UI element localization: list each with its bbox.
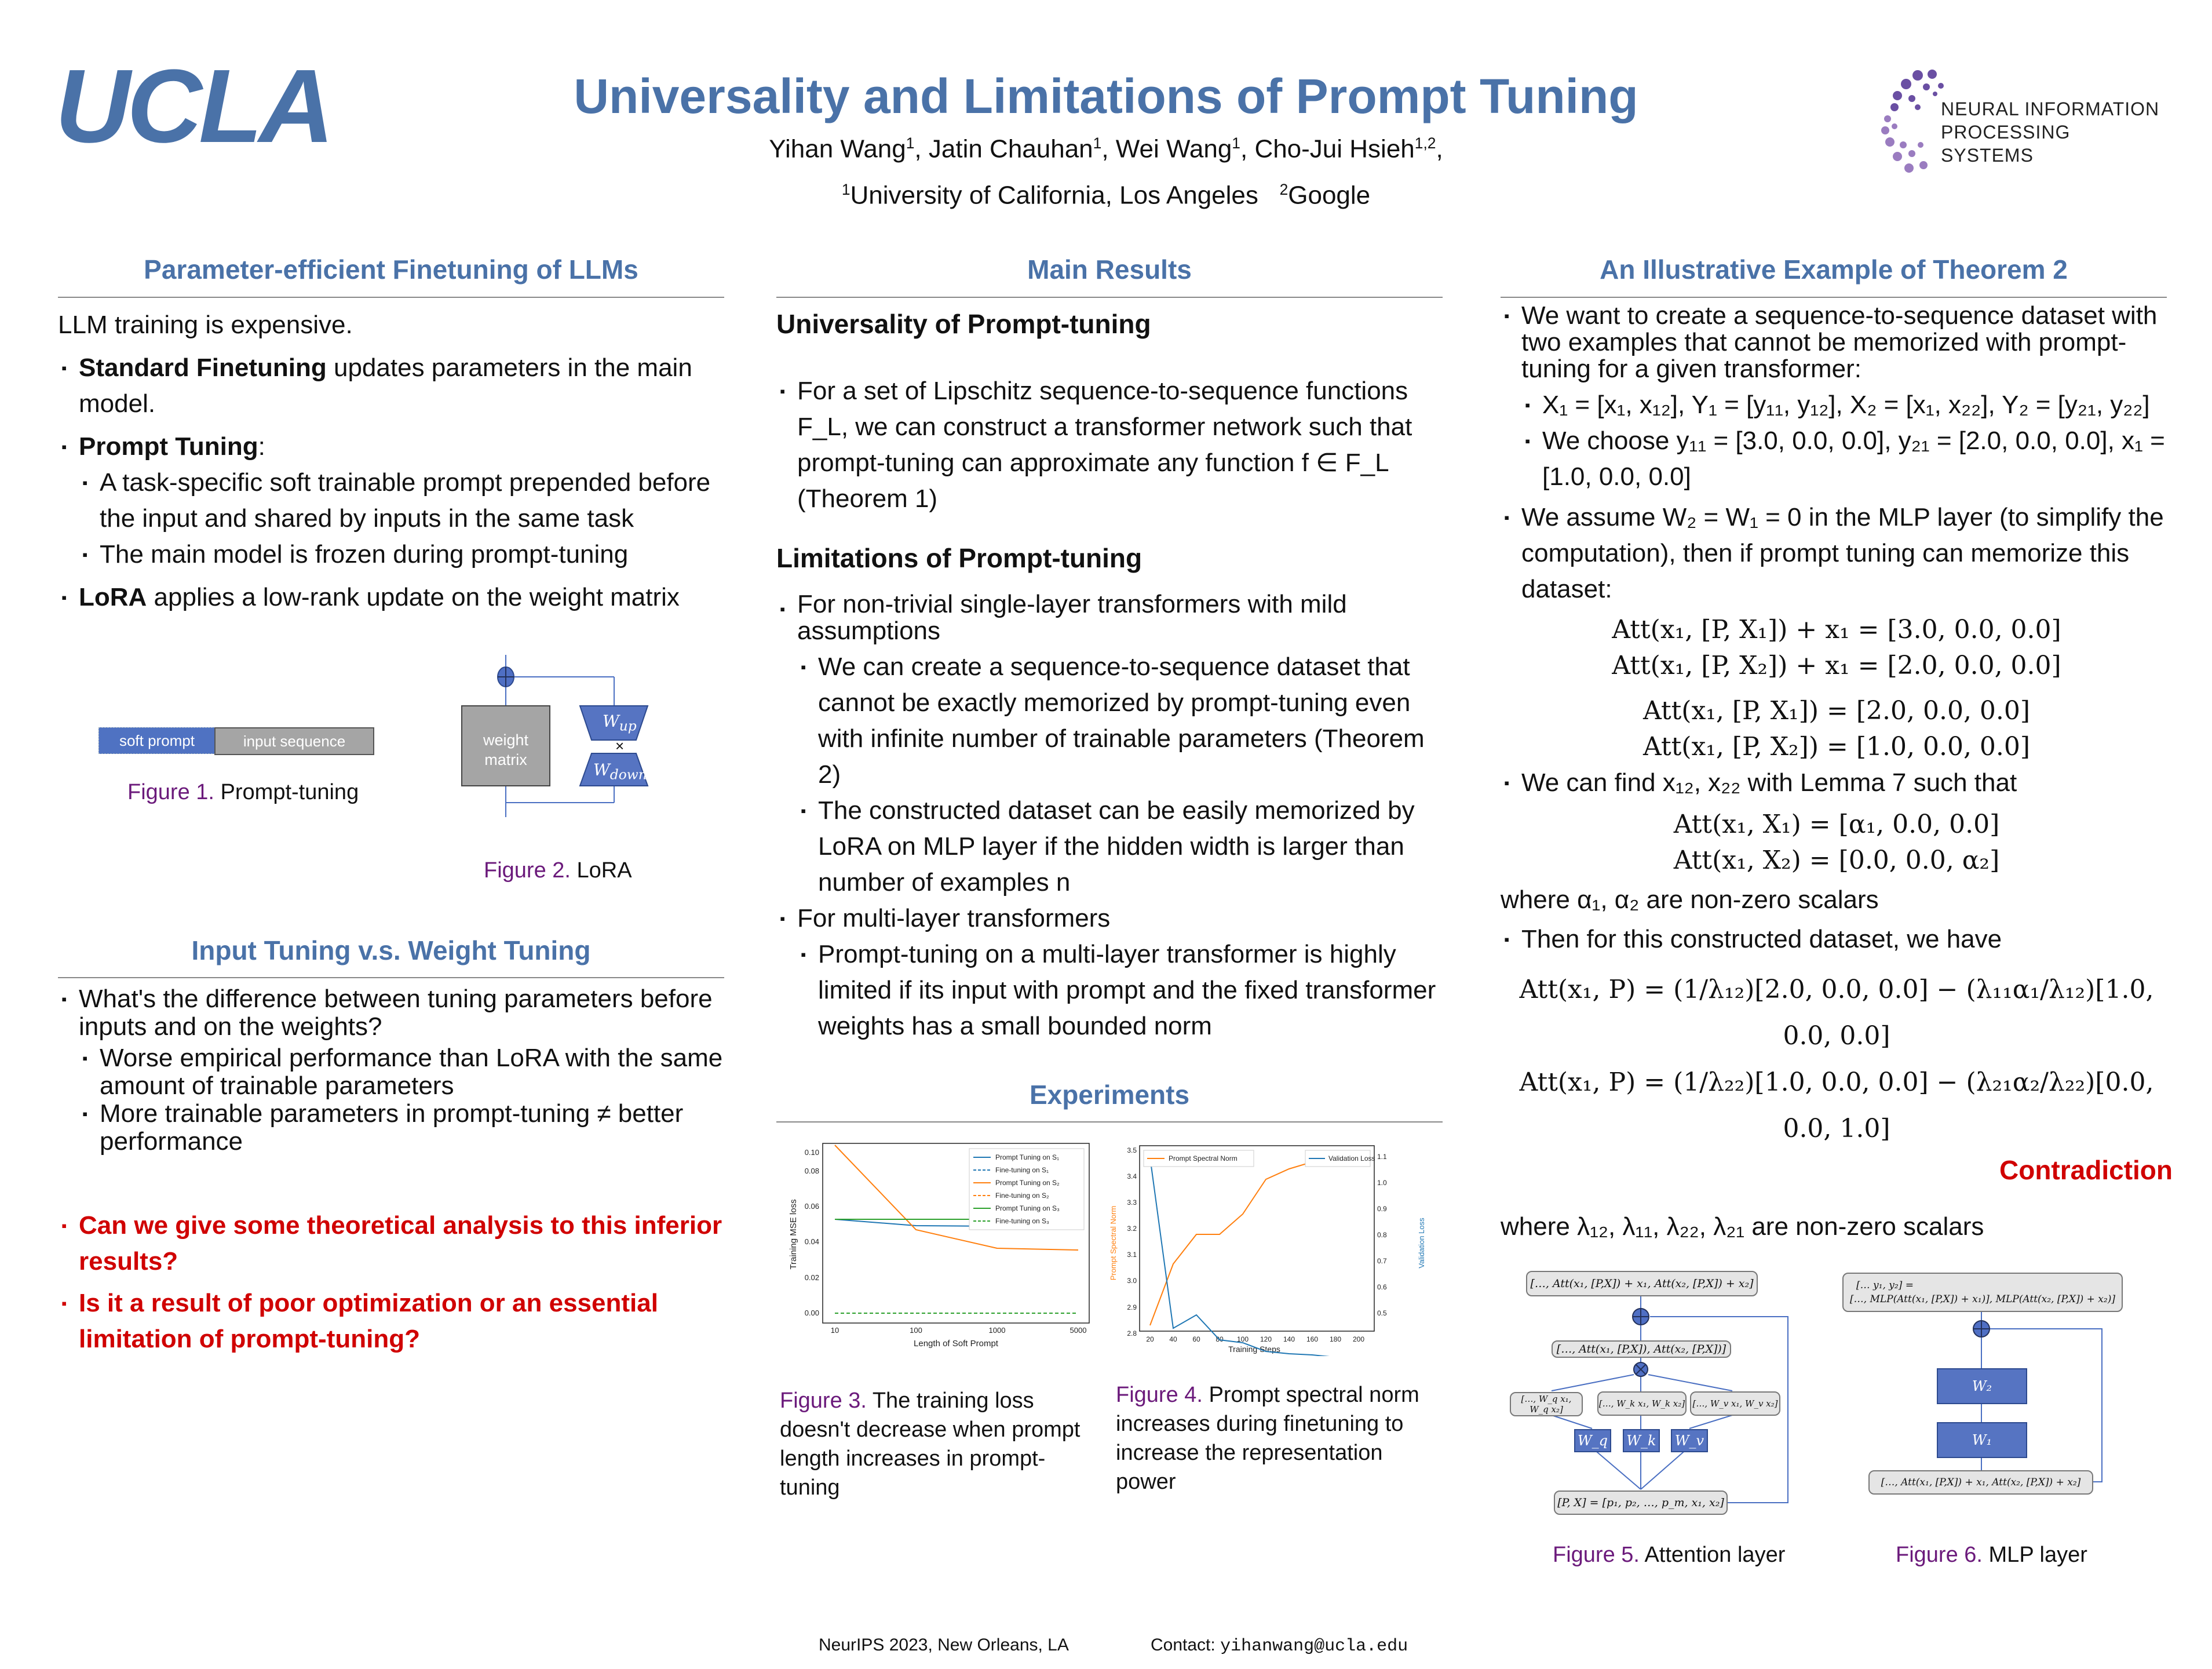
equation: Att(x₁, [P, X₂]) = [1.0, 0.0, 0.0] xyxy=(1642,732,2031,761)
list-item: ▪ Prompt Tuning: ▪ A task-specific soft trainable prompt prepended before the input and shared by inputs in the same task ▪ The main model is frozen during prompt-tuning xyxy=(79,429,730,573)
svg-text:Fine-tuning on S₂: Fine-tuning on S₂ xyxy=(995,1191,1049,1200)
svg-text:Fine-tuning on S₃: Fine-tuning on S₃ xyxy=(995,1217,1049,1225)
figure-6-caption: Figure 6. MLP layer xyxy=(1896,1543,2087,1567)
section-title-experiments: Experiments xyxy=(1029,1080,1190,1110)
svg-text:Prompt Spectral Norm: Prompt Spectral Norm xyxy=(1109,1205,1118,1281)
divider xyxy=(58,977,724,978)
svg-text:2.8: 2.8 xyxy=(1127,1329,1137,1338)
neurips-line2: PROCESSING SYSTEMS xyxy=(1941,122,2071,166)
svg-text:Prompt Spectral Norm: Prompt Spectral Norm xyxy=(1169,1154,1238,1163)
list-item: ▪ Worse empirical performance than LoRA with the same amount of trainable parameters xyxy=(100,1044,730,1100)
author: Jatin Chauhan xyxy=(928,134,1093,163)
list-item: ▪ LoRA applies a low-rank update on the weight matrix xyxy=(79,580,730,615)
query-box: […, W_q x₁, W_q x₂] xyxy=(1510,1392,1583,1416)
example-body xyxy=(1501,303,2173,1245)
contact-email-link[interactable]: yihanwang@ucla.edu xyxy=(1220,1637,1408,1656)
list-item: ▪ We can find x₁₂, x₂₂ with Lemma 7 such that xyxy=(1521,765,2173,801)
list-item: ▪ The constructed dataset can be easily memorized by LoRA on MLP layer if the hidden width is larger than number of examples n xyxy=(818,793,1448,901)
svg-text:120: 120 xyxy=(1260,1335,1272,1343)
neurips-line1: NEURAL INFORMATION xyxy=(1941,99,2160,119)
svg-text:3.2: 3.2 xyxy=(1127,1225,1137,1233)
value-box: […, W_v x₁, W_v x₂] xyxy=(1690,1391,1780,1416)
svg-text:Training MSE loss: Training MSE loss xyxy=(789,1199,798,1270)
svg-text:Prompt Tuning on S₁: Prompt Tuning on S₁ xyxy=(995,1153,1060,1161)
key-box: […, W_k x₁, W_k x₂] xyxy=(1597,1391,1687,1416)
list-item: ▪ For a set of Lipschitz sequence-to-sequence functions F_L, we can construct a transformer network such that prompt-tuning can approximate any function f ∈ F_L (Theorem 1) xyxy=(797,373,1448,517)
ucla-logo: UCLA xyxy=(55,48,331,165)
svg-text:0.7: 0.7 xyxy=(1377,1257,1387,1265)
equation: Att(x₁, [P, X₂]) + x₁ = [2.0, 0.0, 0.0] xyxy=(1612,651,2061,680)
list-item: ▪ The main model is frozen during prompt-tuning xyxy=(100,537,730,573)
svg-text:Prompt Tuning on S₂: Prompt Tuning on S₂ xyxy=(995,1179,1060,1187)
chart-spectral-norm xyxy=(1107,1133,1431,1356)
svg-text:3.5: 3.5 xyxy=(1127,1146,1137,1154)
svg-text:Validation Loss: Validation Loss xyxy=(1328,1154,1375,1163)
research-question: ▪ Is it a result of poor optimization or an essential limitation of prompt-tuning? xyxy=(79,1285,730,1357)
wk-block: W_k xyxy=(1623,1429,1660,1452)
neurips-dots-icon xyxy=(1877,58,1947,180)
svg-text:100: 100 xyxy=(910,1326,922,1335)
author: Yihan Wang xyxy=(769,134,906,163)
wq-block: W_q xyxy=(1574,1429,1611,1452)
svg-text:100: 100 xyxy=(1236,1335,1249,1343)
divider xyxy=(58,297,724,298)
section-title-example: An Illustrative Example of Theorem 2 xyxy=(1600,254,2068,285)
figure-3-caption: Figure 3. The training loss doesn't decrease when prompt length increases in prompt-tuning xyxy=(780,1389,1081,1500)
svg-text:Prompt Tuning on S₃: Prompt Tuning on S₃ xyxy=(995,1204,1060,1212)
multiply-symbol: × xyxy=(615,737,625,755)
svg-text:3.1: 3.1 xyxy=(1127,1251,1137,1259)
input-box: [P, X] = [p₁, p₂, …, p_m, x₁, x₂] xyxy=(1554,1491,1728,1515)
section-title-input-vs-weight: Input Tuning v.s. Weight Tuning xyxy=(191,935,591,965)
list-item: ▪ More trainable parameters in prompt-tuning ≠ better performance xyxy=(100,1100,730,1156)
footer-venue: NeurIPS 2023, New Orleans, LA xyxy=(819,1635,1069,1655)
equation: Att(x₁, [P, X₁]) = [2.0, 0.0, 0.0] xyxy=(1642,696,2031,726)
section-title-main-results: Main Results xyxy=(1027,254,1192,285)
svg-text:0.06: 0.06 xyxy=(804,1202,819,1211)
mlp-input-box: […, Att(x₁, [P,X]) + x₁, Att(x₂, [P,X]) + x₂] xyxy=(1868,1470,2093,1495)
svg-text:0.04: 0.04 xyxy=(804,1237,819,1246)
svg-text:140: 140 xyxy=(1283,1335,1295,1343)
weight-matrix-label: weight matrix xyxy=(483,731,529,768)
svg-text:Fine-tuning on S₁: Fine-tuning on S₁ xyxy=(995,1166,1049,1174)
list-item: ▪ For non-trivial single-layer transformers with mild assumptions ▪ We can create a sequence-to-sequence dataset that cannot be exactly memorized by prompt-tuning even with infinite number of trainable parameters (Theorem 2) ▪ The constructed dataset can be easily memorized by LoRA on MLP layer if the hidden width is larger than number of examples n xyxy=(797,591,1448,901)
svg-text:40: 40 xyxy=(1169,1335,1177,1343)
divider xyxy=(776,1121,1443,1123)
svg-text:1.1: 1.1 xyxy=(1377,1153,1387,1161)
svg-text:5000: 5000 xyxy=(1070,1326,1087,1335)
list-item: ▪ We want to create a sequence-to-sequence dataset with two examples that cannot be memorized with prompt-tuning for a given transformer: ▪ X₁ = [x₁, x₁₂], Y₁ = [y₁₁, y₁₂], X₂ = [x₁, x₂₂], Y₂ = [y₂₁, y₂₂] ▪ We choose y₁₁ = [3.0, 0.0, 0.0], y₂₁ = [2.0, 0.0, 0.0], x₁ = [1.0, 0.0, 0.0] xyxy=(1521,303,2173,495)
svg-text:0.00: 0.00 xyxy=(804,1309,819,1317)
equation: Att(x₁, P) = (1/λ₁₂)[2.0, 0.0, 0.0] − (λ₁₁α₁/λ₁₂)[1.0, 0.0, 0.0] xyxy=(1519,975,2154,1051)
svg-text:3.0: 3.0 xyxy=(1127,1277,1137,1285)
contradiction-label: Contradiction xyxy=(1999,1155,2173,1185)
svg-text:1000: 1000 xyxy=(988,1326,1006,1335)
svg-text:80: 80 xyxy=(1215,1335,1224,1343)
figure-2-caption: Figure 2. LoRA xyxy=(484,858,632,883)
research-question: ▪ Can we give some theoretical analysis to this inferior results? xyxy=(79,1208,730,1280)
list-item: ▪ Prompt-tuning on a multi-layer transformer is highly limited if its input with prompt and the fixed transformer weights has a small bounded norm xyxy=(818,936,1448,1044)
affiliation: Google xyxy=(1288,181,1371,210)
svg-text:0.8: 0.8 xyxy=(1377,1231,1387,1239)
w1-block: W₁ xyxy=(1937,1422,2027,1458)
svg-text:0.02: 0.02 xyxy=(804,1273,819,1282)
svg-text:0.5: 0.5 xyxy=(1377,1309,1387,1317)
w-up-label: $W_{up}$ xyxy=(603,712,637,734)
mlp-output-box: [… y₁, y₂] = […, MLP(Att(x₁, [P,X]) + x₁)], MLP(Att(x₂, [P,X]) + x₂)] xyxy=(1842,1273,2123,1312)
attention-output-box: […, Att(x₁, [P,X]) + x₁, Att(x₂, [P,X]) + x₂] xyxy=(1526,1271,1758,1296)
list-item: ▪ A task-specific soft trainable prompt prepended before the input and shared by inputs in the same task xyxy=(100,465,730,537)
w-down-label: $W_{down}$ xyxy=(593,760,647,783)
section-title-peft: Parameter-efficient Finetuning of LLMs xyxy=(144,254,638,285)
svg-text:20: 20 xyxy=(1146,1335,1154,1343)
subheading-universality: Universality of Prompt-tuning xyxy=(776,309,1151,339)
input-vs-weight-body xyxy=(58,985,730,1357)
neurips-logo xyxy=(1877,58,2167,180)
divider xyxy=(776,297,1443,298)
svg-text:Length of Soft Prompt: Length of Soft Prompt xyxy=(914,1339,998,1349)
w2-block: W₂ xyxy=(1937,1368,2027,1404)
svg-text:160: 160 xyxy=(1306,1335,1319,1343)
svg-text:0.10: 0.10 xyxy=(804,1148,819,1157)
list-item: ▪ What's the difference between tuning parameters before inputs and on the weights? ▪ Worse empirical performance than LoRA with the same amount of trainable parameters ▪ More trainable parameters in prompt-tuning ≠ better performance xyxy=(79,985,730,1156)
equation: Att(x₁, P) = (1/λ₂₂)[1.0, 0.0, 0.0] − (λ₂₁α₂/λ₂₂)[0.0, 0.0, 1.0] xyxy=(1519,1067,2154,1143)
footer-contact: Contact: yihanwang@ucla.edu xyxy=(1151,1635,1408,1656)
equation: Att(x₁, X₁) = [α₁, 0.0, 0.0] xyxy=(1673,810,2000,839)
chart-training-loss xyxy=(776,1133,1107,1356)
svg-text:Training Steps: Training Steps xyxy=(1228,1344,1280,1354)
list-item: ▪ We assume W₂ = W₁ = 0 in the MLP layer (to simplify the computation), then if prompt tuning can memorize this dataset: xyxy=(1521,500,2173,607)
affiliations: $^1$University of California, Los Angeles $^2$Google xyxy=(841,181,1371,210)
svg-text:3.4: 3.4 xyxy=(1127,1172,1137,1180)
subheading-limitations: Limitations of Prompt-tuning xyxy=(776,543,1142,573)
figure-5-caption: Figure 5. Attention layer xyxy=(1553,1543,1786,1567)
list-item: ▪ Standard Finetuning updates parameters in the main model. xyxy=(79,350,730,422)
soft-prompt-block: soft prompt xyxy=(98,727,216,754)
list-item: ▪ We choose y₁₁ = [3.0, 0.0, 0.0], y₂₁ = [2.0, 0.0, 0.0], x₁ = [1.0, 0.0, 0.0] xyxy=(1542,423,2173,495)
author: Wei Wang xyxy=(1115,134,1232,163)
svg-text:1.0: 1.0 xyxy=(1377,1179,1387,1187)
attention-mid-box: […, Att(x₁, [P,X]), Att(x₂, [P,X])] xyxy=(1552,1340,1731,1358)
figure-4-caption: Figure 4. Prompt spectral norm increases during finetuning to increase the representation power xyxy=(1116,1383,1419,1494)
figure-1-caption: Figure 1. Prompt-tuning xyxy=(127,780,359,804)
svg-text:2.9: 2.9 xyxy=(1127,1303,1137,1311)
author-list: Yihan Wang$^1$, Jatin Chauhan$^1$, Wei Wang$^1$, Cho-Jui Hsieh$^{1,2}$, xyxy=(769,134,1443,163)
affiliation: University of California, Los Angeles xyxy=(850,181,1258,210)
author: Cho-Jui Hsieh xyxy=(1254,134,1415,163)
where-text: where λ₁₂, λ₁₁, λ₂₂, λ₂₁ are non-zero scalars xyxy=(1501,1212,1984,1241)
wv-block: W_v xyxy=(1671,1429,1708,1452)
equation: Att(x₁, X₂) = [0.0, 0.0, α₂] xyxy=(1673,846,2000,875)
intro-text: LLM training is expensive. xyxy=(58,311,353,339)
svg-text:Validation Loss: Validation Loss xyxy=(1417,1218,1426,1269)
divider xyxy=(1501,297,2167,298)
list-item: ▪ For multi-layer transformers ▪ Prompt-tuning on a multi-layer transformer is highly limited if its input with prompt and the fixed transformer weights has a small bounded norm xyxy=(797,901,1448,1044)
equation: Att(x₁, [P, X₁]) + x₁ = [3.0, 0.0, 0.0] xyxy=(1612,615,2061,644)
svg-text:10: 10 xyxy=(830,1326,839,1335)
poster-title: Universality and Limitations of Prompt Tuning xyxy=(574,69,1638,123)
svg-text:3.3: 3.3 xyxy=(1127,1198,1137,1207)
list-item: ▪ X₁ = [x₁, x₁₂], Y₁ = [y₁₁, y₁₂], X₂ = [x₁, x₂₂], Y₂ = [y₂₁, y₂₂] xyxy=(1542,387,2173,423)
list-item: ▪ Then for this constructed dataset, we have xyxy=(1521,921,2173,957)
svg-text:0.6: 0.6 xyxy=(1377,1283,1387,1291)
peft-body xyxy=(58,307,730,615)
svg-text:200: 200 xyxy=(1352,1335,1365,1343)
input-sequence-block: input sequence xyxy=(214,727,374,755)
svg-text:180: 180 xyxy=(1329,1335,1342,1343)
peft-list xyxy=(58,350,730,615)
main-results-body xyxy=(776,306,1448,1044)
list-item: ▪ We can create a sequence-to-sequence dataset that cannot be exactly memorized by prompt-tuning even with infinite number of trainable parameters (Theorem 2) xyxy=(818,649,1448,793)
svg-text:0.9: 0.9 xyxy=(1377,1205,1387,1213)
svg-text:60: 60 xyxy=(1192,1335,1200,1343)
where-text: where α₁, α₂ are non-zero scalars xyxy=(1501,885,1879,914)
svg-text:0.08: 0.08 xyxy=(804,1167,819,1175)
